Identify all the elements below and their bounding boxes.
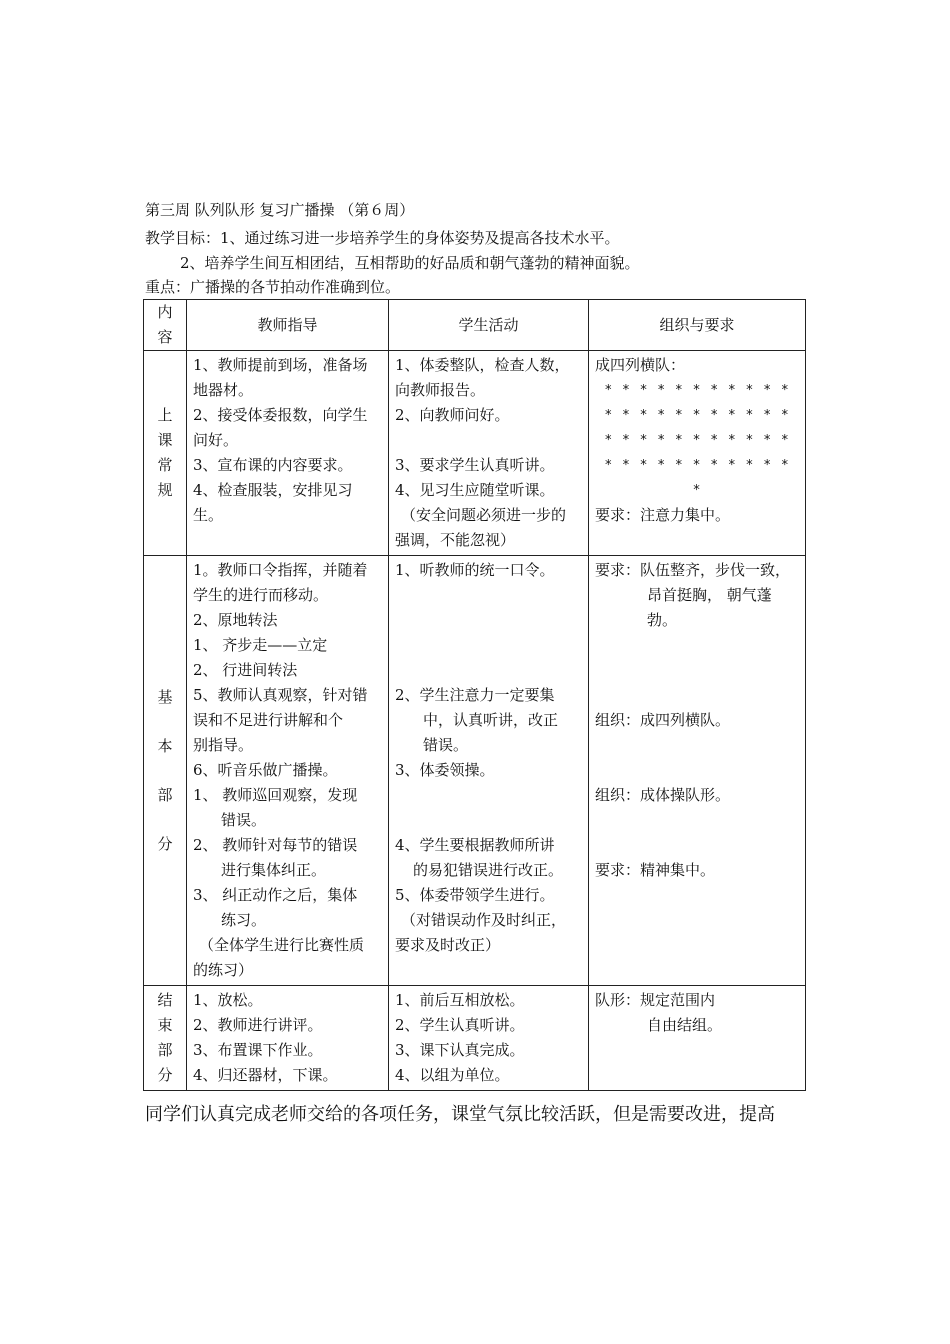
text-line: 1、放松。 bbox=[193, 991, 263, 1009]
text-line: 5、体委带领学生进行。 bbox=[395, 886, 555, 904]
teaching-objective-2: 2、培养学生间互相团结，互相帮助的好品质和朝气蓬勃的精神面貌。 bbox=[180, 254, 640, 272]
section-name-main bbox=[144, 556, 187, 986]
text-line: 别指导。 bbox=[193, 736, 254, 754]
text-line: 3、要求学生认真听讲。 bbox=[395, 456, 555, 474]
text-line: 错误。 bbox=[221, 811, 267, 829]
section-char: 上 bbox=[157, 406, 173, 424]
teacher-guidance-cell bbox=[187, 986, 389, 1091]
text-line: 昂首挺胸， 朝气蓬 bbox=[647, 586, 772, 604]
section-char: 部 bbox=[157, 1041, 173, 1059]
text-line: 1、教师提前到场，准备场 bbox=[193, 356, 368, 374]
text-line: 队形：规定范围内 bbox=[595, 991, 716, 1009]
formation-row: * * * * * * * * * * * bbox=[604, 408, 790, 423]
student-header: 学生活动 bbox=[389, 300, 589, 351]
text-line: 1、前后互相放松。 bbox=[395, 991, 525, 1009]
teacher-position-mark: * bbox=[692, 483, 702, 498]
organization-cell bbox=[589, 556, 806, 986]
text-line: 1、听教师的统一口令。 bbox=[395, 561, 555, 579]
text-line: 要求：队伍整齐，步伐一致， bbox=[595, 561, 791, 579]
text-line: 1、 教师巡回观察，发现 bbox=[193, 786, 358, 804]
table-header-row bbox=[144, 300, 806, 351]
formation-title: 成四列横队： bbox=[595, 356, 686, 374]
text-line: 4、见习生应随堂听课。 bbox=[395, 481, 555, 499]
text-line: 练习。 bbox=[221, 911, 267, 929]
text-line: 3、布置课下作业。 bbox=[193, 1041, 323, 1059]
text-line: 3、 纠正动作之后，集体 bbox=[193, 886, 358, 904]
section-char: 规 bbox=[157, 481, 173, 499]
key-point: 重点：广播操的各节拍动作准确到位。 bbox=[145, 278, 401, 296]
section-char: 基 bbox=[157, 687, 173, 706]
text-line: 1、体委整队，检查人数， bbox=[395, 356, 570, 374]
text-line: 自由结组。 bbox=[647, 1016, 723, 1034]
text-line: 问好。 bbox=[193, 431, 239, 449]
text-line: 的易犯错误进行改正。 bbox=[413, 861, 564, 879]
section-char: 结 bbox=[157, 991, 173, 1009]
organization-header: 组织与要求 bbox=[589, 300, 806, 351]
student-activity-cell bbox=[389, 351, 589, 556]
text-line: 6、听音乐做广播操。 bbox=[193, 761, 338, 779]
text-line: 1、 齐步走——立定 bbox=[193, 636, 328, 654]
section-name-closing bbox=[144, 986, 187, 1091]
section-char: 束 bbox=[157, 1016, 173, 1034]
requirement-text: 要求：注意力集中。 bbox=[595, 506, 731, 524]
teacher-guidance-cell bbox=[187, 556, 389, 986]
formation-row: * * * * * * * * * * * bbox=[604, 458, 790, 473]
lesson-title: 第三周 队列队形 复习广播操 （第６周） bbox=[145, 201, 415, 219]
text-line: 3、宣布课的内容要求。 bbox=[193, 456, 353, 474]
text-line: 1。教师口令指挥，并随着 bbox=[193, 561, 368, 579]
text-line: 向教师报告。 bbox=[395, 381, 486, 399]
table-row bbox=[144, 556, 806, 986]
text-line: 4、归还器材，下课。 bbox=[193, 1066, 338, 1084]
text-line: 勃。 bbox=[647, 611, 678, 629]
teaching-objective-1: 教学目标：1、通过练习进一步培养学生的身体姿势及提高各技术水平。 bbox=[145, 229, 620, 247]
summary-text: 同学们认真完成老师交给的各项任务，课堂气氛比较活跃，但是需要改进，提高 bbox=[145, 1104, 775, 1125]
section-char: 本 bbox=[157, 736, 173, 755]
text-line: 学生的进行而移动。 bbox=[193, 586, 329, 604]
text-line: 组织：成体操队形。 bbox=[595, 786, 731, 804]
text-line: 4、以组为单位。 bbox=[395, 1066, 510, 1084]
text-line: 错误。 bbox=[423, 736, 469, 754]
text-line: 2、学生注意力一定要集 bbox=[395, 686, 555, 704]
formation-row: * * * * * * * * * * * bbox=[604, 383, 790, 398]
text-line: 中，认真听讲，改正 bbox=[423, 711, 559, 729]
text-line: 5、教师认真观察，针对错 bbox=[193, 686, 368, 704]
text-line: 2、学生认真听讲。 bbox=[395, 1016, 525, 1034]
text-line: 2、原地转法 bbox=[193, 611, 278, 629]
teacher-guidance-cell bbox=[187, 351, 389, 556]
content-header bbox=[144, 300, 187, 351]
text-line: （安全问题必须进一步的 bbox=[401, 506, 567, 524]
text-line: 强调，不能忽视） bbox=[395, 531, 516, 549]
table-row bbox=[144, 351, 806, 556]
text-line: 要求及时改正） bbox=[395, 936, 501, 954]
text-line: 要求：精神集中。 bbox=[595, 861, 716, 879]
section-char: 课 bbox=[157, 431, 173, 449]
organization-cell bbox=[589, 986, 806, 1091]
text-line: 2、 教师针对每节的错误 bbox=[193, 836, 358, 854]
teacher-header: 教师指导 bbox=[187, 300, 389, 351]
organization-cell bbox=[589, 351, 806, 556]
text-line: 的练习） bbox=[193, 961, 254, 979]
formation-row: * * * * * * * * * * * bbox=[604, 433, 790, 448]
text-line: （对错误动作及时纠正， bbox=[401, 911, 567, 929]
text-line: 4、检查服装，安排见习 bbox=[193, 481, 353, 499]
section-char: 部 bbox=[157, 785, 173, 804]
text-line: 2、接受体委报数，向学生 bbox=[193, 406, 368, 424]
text-line: 生。 bbox=[193, 506, 224, 524]
content-header-char: 容 bbox=[157, 328, 173, 346]
text-line: （全体学生进行比赛性质 bbox=[199, 936, 365, 954]
section-char: 常 bbox=[157, 456, 173, 474]
text-line: 地器材。 bbox=[193, 381, 254, 399]
text-line: 2、向教师问好。 bbox=[395, 406, 510, 424]
student-activity-cell bbox=[389, 986, 589, 1091]
section-name-opening bbox=[144, 351, 187, 556]
student-activity-cell bbox=[389, 556, 589, 986]
section-char: 分 bbox=[157, 1066, 173, 1084]
text-line: 进行集体纠正。 bbox=[221, 861, 327, 879]
text-line: 4、学生要根据教师所讲 bbox=[395, 836, 555, 854]
content-header-char: 内 bbox=[157, 303, 173, 321]
text-line: 误和不足进行讲解和个 bbox=[193, 711, 344, 729]
text-line: 3、体委领操。 bbox=[395, 761, 495, 779]
text-line: 3、课下认真完成。 bbox=[395, 1041, 525, 1059]
section-char: 分 bbox=[157, 834, 173, 853]
lesson-plan-table bbox=[143, 299, 806, 1091]
text-line: 2、 行进间转法 bbox=[193, 661, 298, 679]
text-line: 组织：成四列横队。 bbox=[595, 711, 731, 729]
table-row bbox=[144, 986, 806, 1091]
text-line: 2、教师进行讲评。 bbox=[193, 1016, 323, 1034]
